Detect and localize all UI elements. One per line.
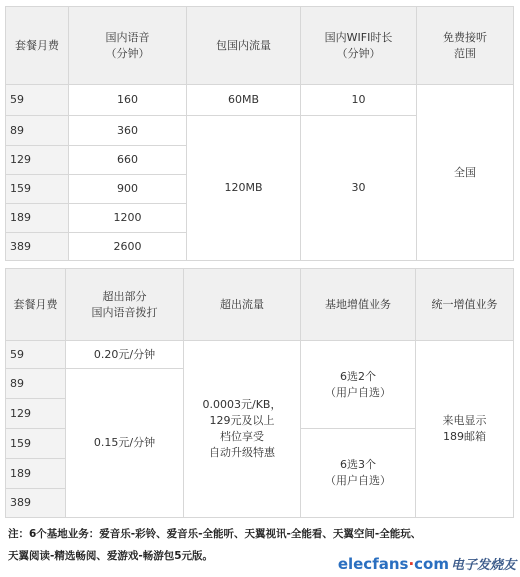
fee-cell: 189 <box>6 459 66 489</box>
fee-cell: 89 <box>6 116 69 146</box>
fee-cell: 159 <box>6 175 69 204</box>
watermark-tld: com <box>414 555 449 573</box>
text-line: 套餐月费 <box>15 38 59 52</box>
text-line: 189邮箱 <box>443 430 486 443</box>
wifi-cell: 30 <box>301 116 417 261</box>
col-header-unified-vas <box>416 269 514 341</box>
text-line: 范围 <box>454 46 476 60</box>
footnote-line: 注：6个基地业务：爱音乐-彩铃、爱音乐-全能听、天翼视讯-全能看、天翼空间-全能玩、 <box>8 528 422 540</box>
col-header-free-answer-scope <box>417 7 514 85</box>
footnote-line: 天翼阅读-精选畅阅、爱游戏-畅游包5元版。 <box>8 550 214 562</box>
text-line: 129元及以上 <box>209 414 275 428</box>
wifi-cell: 10 <box>301 85 417 116</box>
fee-cell: 59 <box>6 85 69 116</box>
overage-table <box>5 268 514 518</box>
fee-cell: 189 <box>6 204 69 233</box>
minutes-cell: 900 <box>69 175 187 204</box>
header-row <box>6 269 514 341</box>
fee-cell: 89 <box>6 369 66 399</box>
data-cell: 60MB <box>187 85 301 116</box>
text-line: 基地增值业务 <box>325 297 391 311</box>
base-vas-cell <box>301 429 416 518</box>
fee-cell: 389 <box>6 233 69 261</box>
package-table <box>5 6 514 261</box>
text-line: 超出部分 <box>102 289 147 303</box>
text-line: 免费接听 <box>443 30 487 44</box>
col-header-base-vas <box>301 269 416 341</box>
voice-overage-cell: 0.15元/分钟 <box>66 369 184 518</box>
minutes-cell: 160 <box>69 85 187 116</box>
elecfans-watermark <box>338 554 516 573</box>
table-row <box>6 85 514 116</box>
text-line: 包国内流量 <box>216 38 271 52</box>
fee-cell: 129 <box>6 146 69 175</box>
data-overage-cell <box>184 341 301 518</box>
text-line: （分钟） <box>336 46 381 60</box>
base-vas-cell <box>301 341 416 429</box>
minutes-cell: 2600 <box>69 233 187 261</box>
col-header-overage-voice <box>66 269 184 341</box>
watermark-dot: · <box>408 555 415 573</box>
watermark-subtitle: 电子发烧友 <box>450 558 516 573</box>
text-line: 超出流量 <box>220 297 264 311</box>
fee-cell: 59 <box>6 341 66 369</box>
text-line: 国内语音 <box>105 30 150 44</box>
text-line: 来电显示 <box>442 414 487 428</box>
table-row <box>6 341 514 369</box>
scope-cell: 全国 <box>417 85 514 261</box>
minutes-cell: 360 <box>69 116 187 146</box>
text-line: 统一增值业务 <box>431 297 498 311</box>
data-cell: 120MB <box>187 116 301 261</box>
col-header-domestic-voice <box>69 7 187 85</box>
fee-cell: 129 <box>6 399 66 429</box>
col-header-overage-data <box>184 269 301 341</box>
text-line: 自动升级特惠 <box>209 445 275 459</box>
text-line: 档位享受 <box>220 430 264 443</box>
text-line: 0.0003元/KB， <box>202 398 282 412</box>
text-line: （用户自选） <box>325 474 391 487</box>
text-line: （用户自选） <box>325 385 391 399</box>
unified-vas-cell <box>416 341 514 518</box>
text-line: 6选3个 <box>340 458 376 472</box>
voice-overage-cell: 0.20元/分钟 <box>66 341 184 369</box>
col-header-wifi-duration <box>301 7 417 85</box>
col-header-monthly-fee <box>6 269 66 341</box>
header-row <box>6 7 514 85</box>
text-line: 套餐月费 <box>13 297 58 311</box>
col-header-domestic-data <box>187 7 301 85</box>
fee-cell: 389 <box>6 489 66 518</box>
text-line: 6选2个 <box>340 369 376 383</box>
text-line: 国内语音拨打 <box>91 305 158 319</box>
minutes-cell: 1200 <box>69 204 187 233</box>
text-line: 国内WIFI时长 <box>324 30 393 44</box>
watermark-brand: elecfans <box>337 555 409 573</box>
col-header-monthly-fee <box>6 7 69 85</box>
minutes-cell: 660 <box>69 146 187 175</box>
text-line: （分钟） <box>105 46 150 60</box>
fee-cell: 159 <box>6 429 66 459</box>
